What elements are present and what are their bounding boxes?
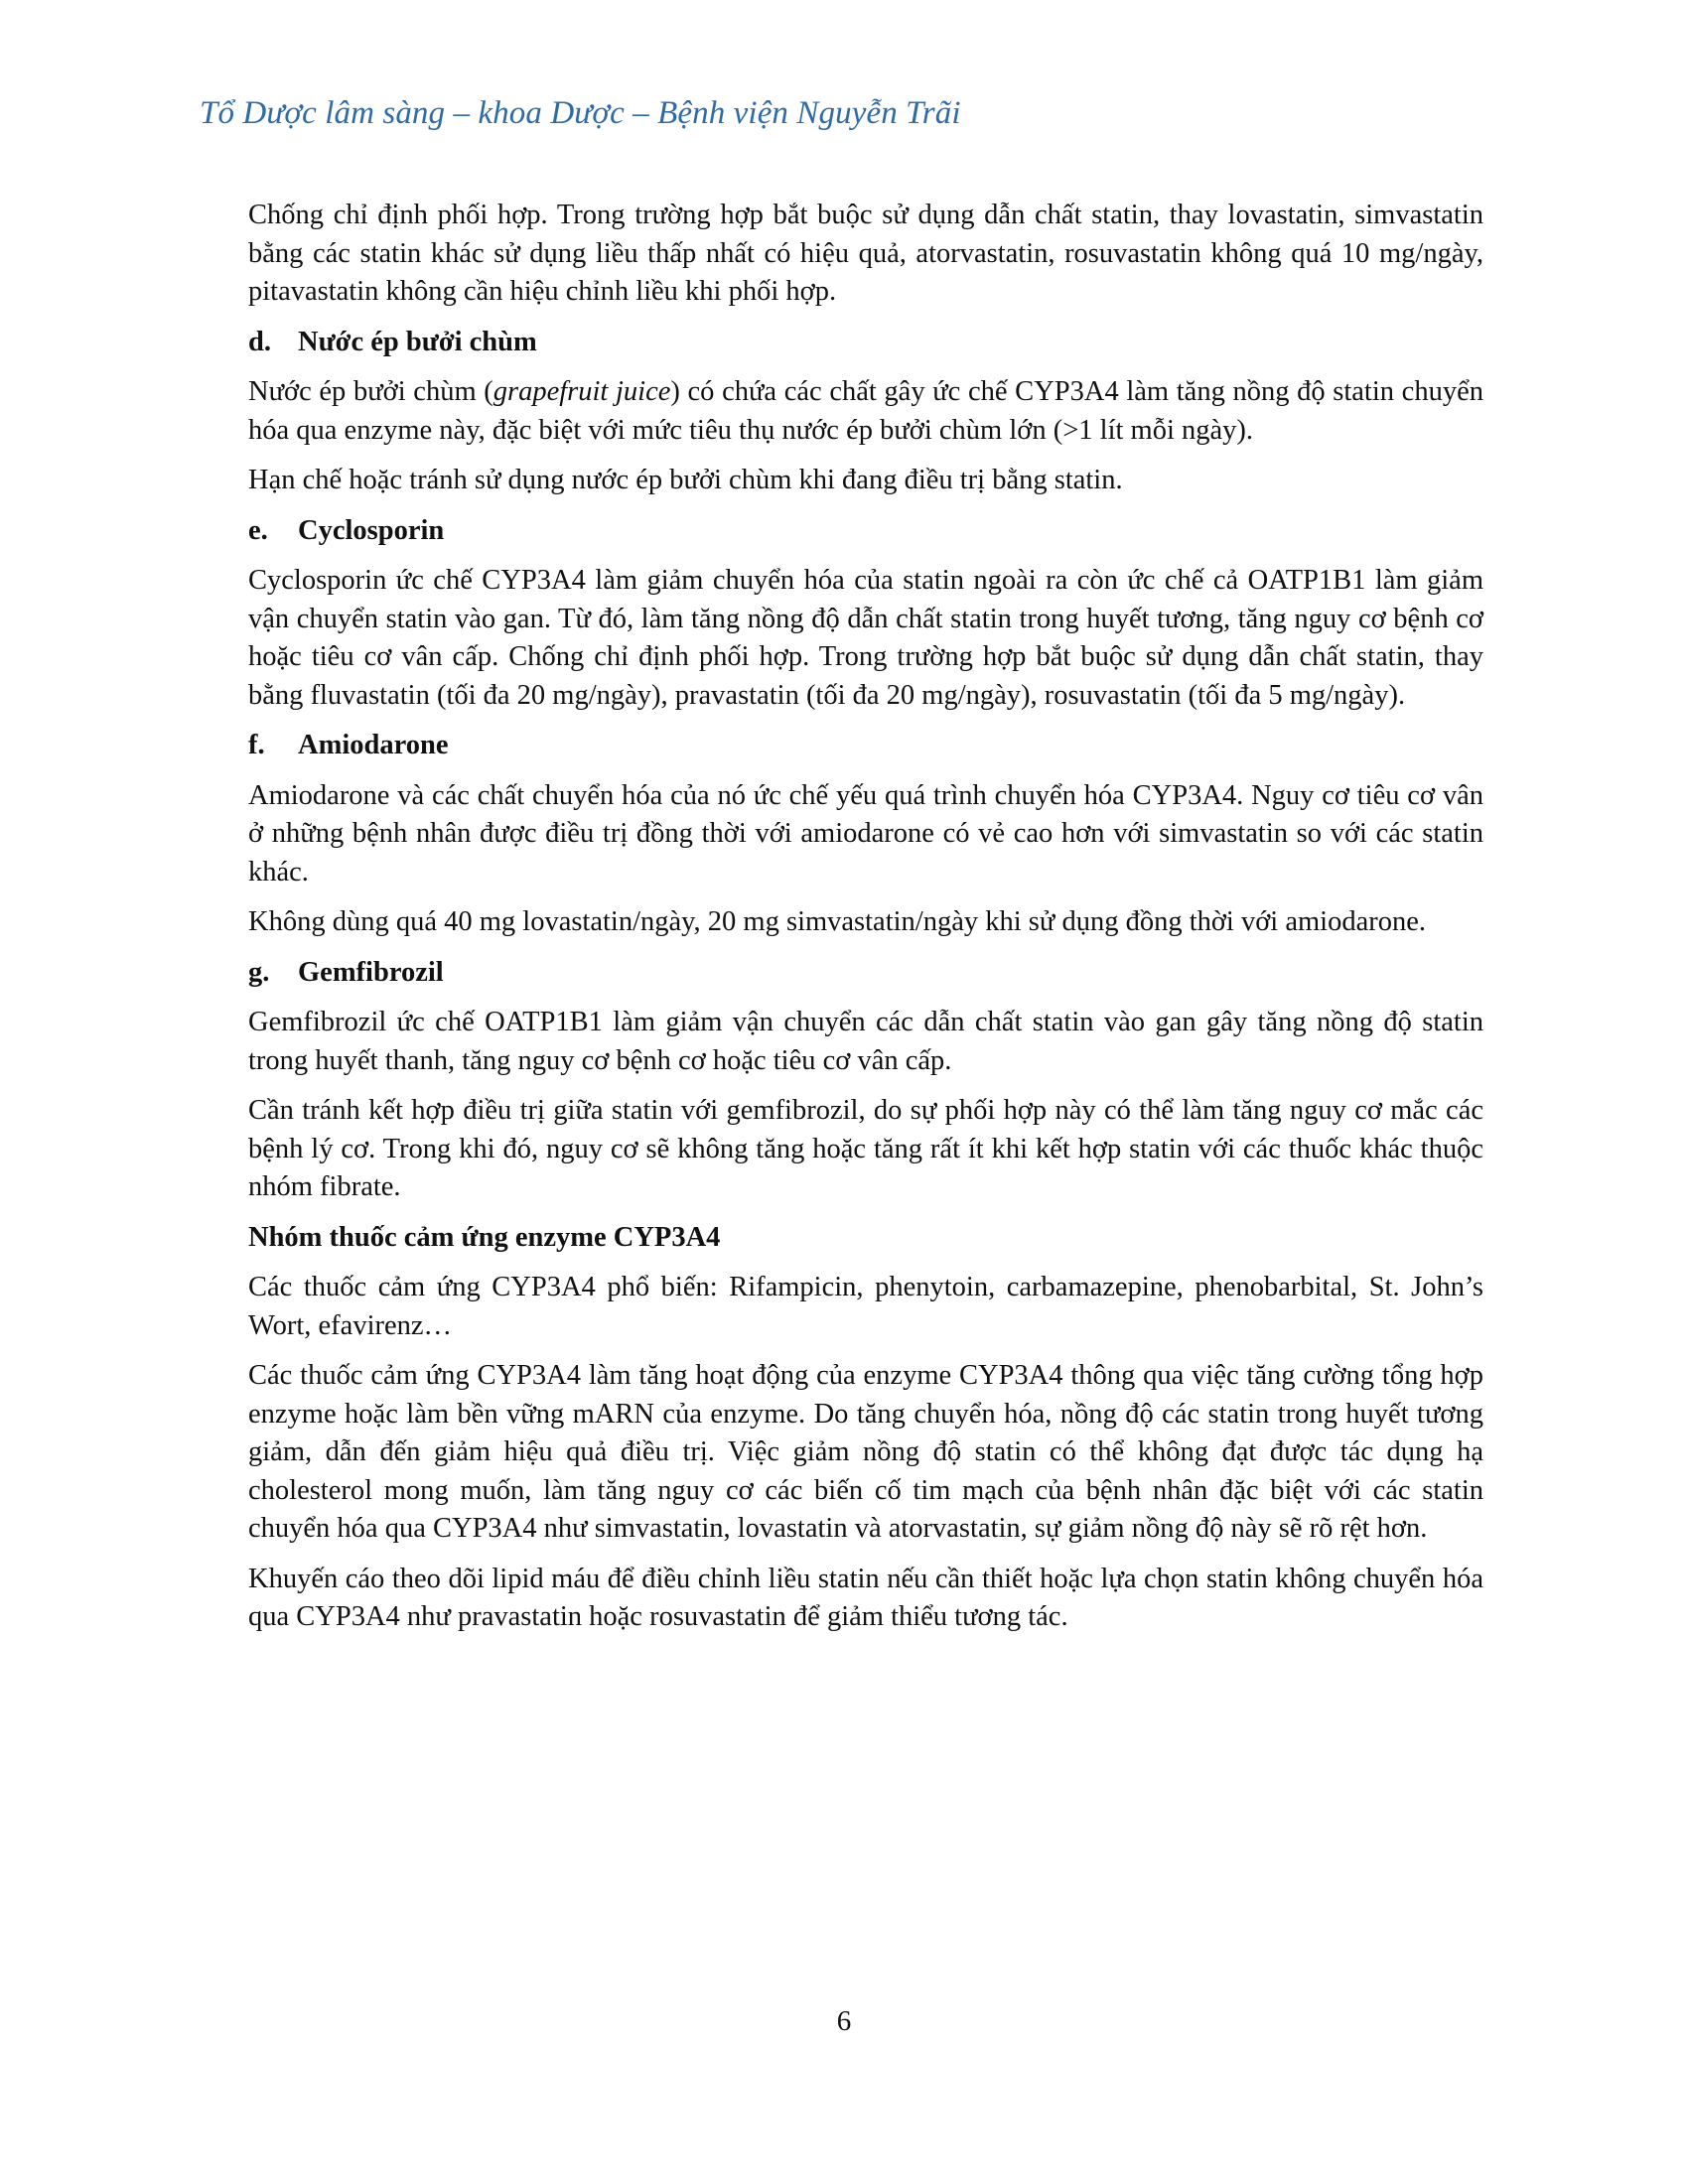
section-heading-g xyxy=(248,954,1483,993)
italic-term: grapefruit juice xyxy=(492,376,671,407)
section-heading-f xyxy=(248,727,1483,765)
text-run: Nước ép bưởi chùm ( xyxy=(248,376,493,407)
section-d-paragraph-2: Hạn chế hoặc tránh sử dụng nước ép bưởi chùm khi đang điều trị bằng statin. xyxy=(248,465,1123,495)
section-title: Gemfibrozil xyxy=(298,956,444,988)
section-title: Cyclosporin xyxy=(298,514,445,546)
inducers-paragraph-3: Khuyến cáo theo dõi lipid máu để điều chỉnh liều statin nếu cần thiết hoặc lựa chọn statin không chuyển hóa qua CYP3A4 như pravastatin hoặc rosuvastatin để giảm thiểu tương tác. xyxy=(248,1563,1483,1632)
page-header: Tổ Dược lâm sàng – khoa Dược – Bệnh viện Nguyễn Trãi xyxy=(200,95,961,131)
section-g-paragraph-2: Cần tránh kết hợp điều trị giữa statin với gemfibrozil, do sự phối hợp này có thể làm tăng nguy cơ mắc các bệnh lý cơ. Trong khi đó, nguy cơ sẽ không tăng hoặc tăng rất ít khi kết hợp statin với các thuốc khác thuộc nhóm fibrate. xyxy=(248,1095,1483,1202)
intro-paragraph: Chống chỉ định phối hợp. Trong trường hợp bắt buộc sử dụng dẫn chất statin, thay lovastatin, simvastatin bằng các statin khác sử dụng liều thấp nhất có hiệu quả, atorvastatin, rosuvastatin không quá 10 mg/ngày, pitavastatin không cần hiệu chỉnh liều khi phối hợp. xyxy=(248,200,1483,307)
inducers-paragraph-2: Các thuốc cảm ứng CYP3A4 làm tăng hoạt động của enzyme CYP3A4 thông qua việc tăng cường tổng hợp enzyme hoặc làm bền vững mARN của enzyme. Do tăng chuyển hóa, nồng độ các statin trong huyết tương giảm, dẫn đến giảm hiệu quả điều trị. Việc giảm nồng độ statin có thể không đạt được tác dụng hạ cholesterol mong muốn, làm tăng nguy cơ các biến cố tim mạch của bệnh nhân đặc biệt với các statin chuyển hóa qua CYP3A4 như simvastatin, lovastatin và atorvastatin, sự giảm nồng độ này sẽ rõ rệt hơn. xyxy=(248,1360,1483,1544)
section-letter: e. xyxy=(248,514,268,546)
section-letter: g. xyxy=(248,956,270,988)
section-g-paragraph-1: Gemfibrozil ức chế OATP1B1 làm giảm vận chuyển các dẫn chất statin vào gan gây tăng nồng độ statin trong huyết thanh, tăng nguy cơ bệnh cơ hoặc tiêu cơ vân cấp. xyxy=(248,1007,1483,1076)
section-heading-inducers: Nhóm thuốc cảm ứng enzyme CYP3A4 xyxy=(248,1221,721,1253)
section-e-paragraph-1: Cyclosporin ức chế CYP3A4 làm giảm chuyển hóa của statin ngoài ra còn ức chế cả OATP1B1 làm giảm vận chuyển statin vào gan. Từ đó, làm tăng nồng độ dẫn chất statin trong huyết tương, tăng nguy cơ bệnh cơ hoặc tiêu cơ vân cấp. Chống chỉ định phối hợp. Trong trường hợp bắt buộc sử dụng dẫn chất statin, thay bằng fluvastatin (tối đa 20 mg/ngày), pravastatin (tối đa 20 mg/ngày), rosuvastatin (tối đa 5 mg/ngày). xyxy=(248,565,1483,711)
section-title: Nước ép bưởi chùm xyxy=(298,326,537,357)
section-title: Amiodarone xyxy=(298,730,449,760)
section-heading-d xyxy=(248,324,1483,362)
text-run: ) có chứa các chất gây ức chế CYP3A4 làm tăng nồng độ statin chuyển hóa qua enzyme này, đặc biệt với mức tiêu thụ nước ép bưởi chùm lớn (>1 lít mỗi ngày). xyxy=(248,376,1483,446)
section-f-paragraph-1: Amiodarone và các chất chuyển hóa của nó ức chế yếu quá trình chuyển hóa CYP3A4. Nguy cơ tiêu cơ vân ở những bệnh nhân được điều trị đồng thời với amiodarone có vẻ cao hơn với simvastatin so với các statin khác. xyxy=(248,779,1483,887)
section-d-paragraph-1 xyxy=(248,373,1483,450)
section-letter: d. xyxy=(248,326,271,357)
section-letter: f. xyxy=(248,730,265,760)
inducers-paragraph-1: Các thuốc cảm ứng CYP3A4 phổ biến: Rifampicin, phenytoin, carbamazepine, phenobarbital, St. John’s Wort, efavirenz… xyxy=(248,1272,1483,1341)
section-f-paragraph-2: Không dùng quá 40 mg lovastatin/ngày, 20 mg simvastatin/ngày khi sử dụng đồng thời với amiodarone. xyxy=(248,906,1426,937)
document-body xyxy=(248,197,1483,1649)
page-number: 6 xyxy=(836,2005,852,2037)
section-heading-e xyxy=(248,512,1483,551)
